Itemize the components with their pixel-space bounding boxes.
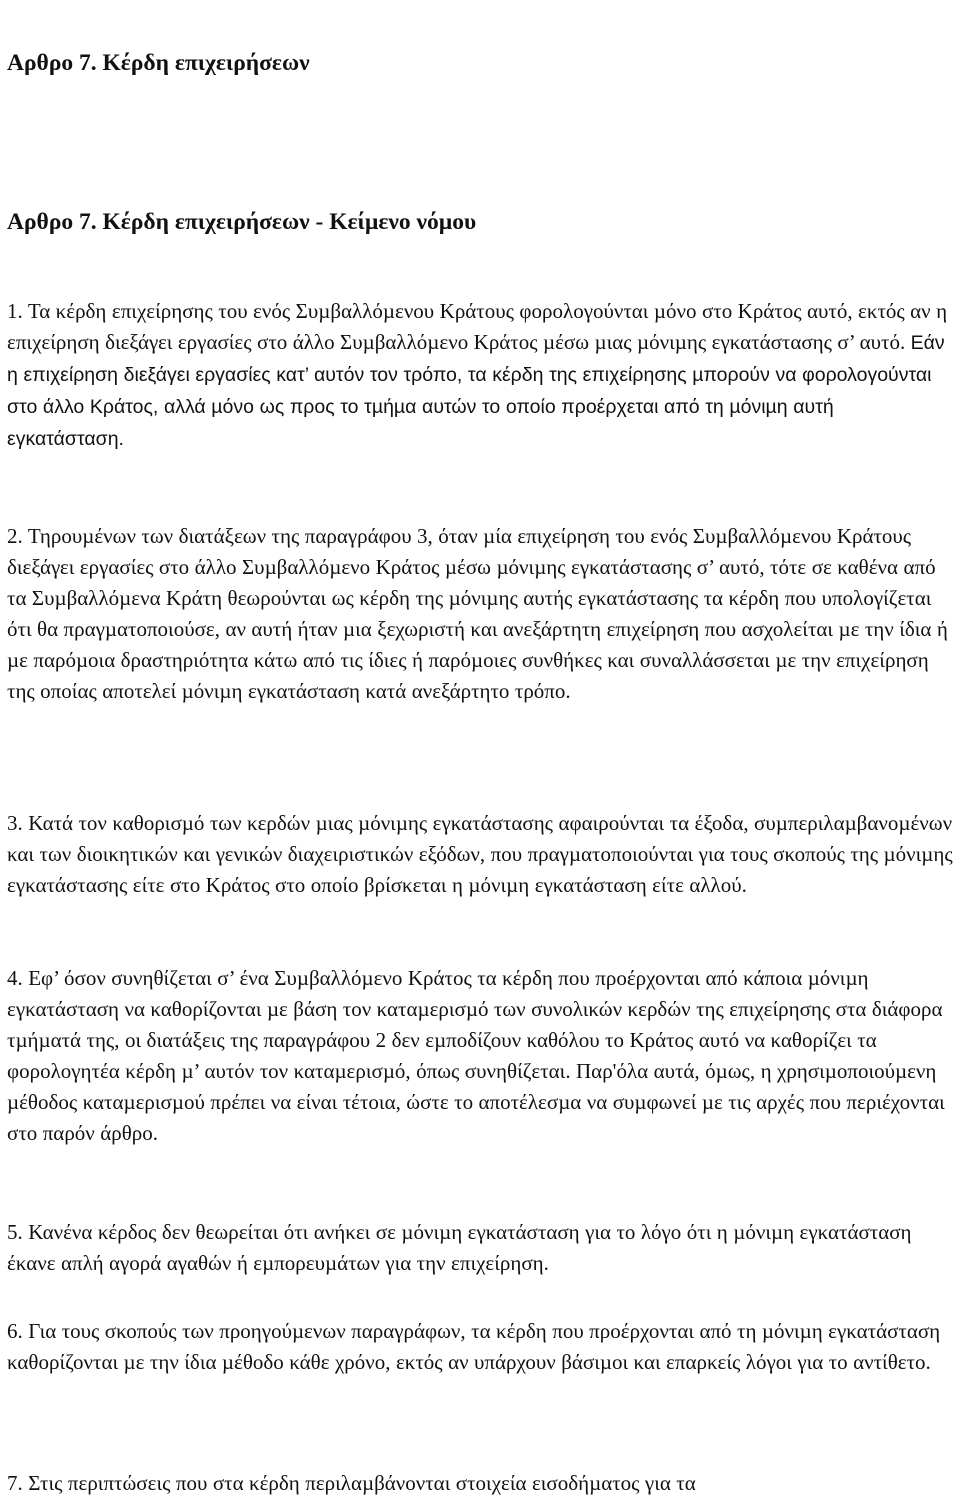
document-title: Αρθρο 7. Κέρδη επιχειρήσεων <box>7 50 310 76</box>
paragraph-1-text-serif: Τα κέρδη επιχείρησης του ενός Συµβαλλόµενου Κράτους φορολογούνται µόνο στο Κράτος αυτό, εκτός αν η επιχείρηση διεξάγει εργασίες στο άλλο Συµβαλλόµενο Κράτος µέσω µιας µόνιµης εγκατάστασης σ’ αυτό. <box>7 299 948 354</box>
paragraph-5: 5. Κανένα κέρδος δεν θεωρείται ότι ανήκει σε µόνιµη εγκατάσταση για το λόγο ότι η µόνιµη εγκατάσταση έκανε απλή αγορά αγαθών ή εµπορευµάτων για την επιχείρηση. <box>7 1220 912 1275</box>
paragraph-2: 2. Τηρουµένων των διατάξεων της παραγράφου 3, όταν µία επιχείρηση του ενός Συµβαλλόµενου Κράτους διεξάγει εργασίες στο άλλο Συµβαλλόµενο Κράτος µέσω µόνιµης εγκατάστασης σ’ αυτό, τότε σε καθένα από τα Συµβαλλόµενα Κράτη θεωρούνται ως κέρδη της µόνιµης αυτής εγκατάστασης τα κέρδη που υπολογίζεται ότι θα πραγµατοποιούσε, αν αυτή ήταν µια ξεχωριστή και ανεξάρτητη επιχείρηση που ασχολείται µε την ίδια ή µε παρόµοια δραστηριότητα κάτω από τις ίδιες ή παρόµοιες συνθήκες και συναλλάσσεται µε την επιχείρηση της οποίας αποτελεί µόνιµη εγκατάσταση κατά ανεξάρτητο τρόπο. <box>7 524 948 703</box>
paragraph-1-text-sans: Εάν η επιχείρηση διεξάγει εργασίες κατ’ αυτόν τον τρόπο, τα κέρδη της επιχείρησης µπορούν να φορολογούνται στο άλλο Κράτος, αλλά µόνο ως προς το τµήµα αυτών το οποίο προέρχεται από τη µόνιµη αυτή εγκατάσταση. <box>7 332 945 450</box>
paragraph-1-number: 1. <box>7 299 23 323</box>
paragraph-7: 7. Στις περιπτώσεις που στα κέρδη περιλαµβάνονται στοιχεία εισοδήµατος για τα <box>7 1471 696 1495</box>
paragraph-4: 4. Εφ’ όσον συνηθίζεται σ’ ένα Συµβαλλόµενο Κράτος τα κέρδη που προέρχονται από κάποια µόνιµη εγκατάσταση να καθορίζονται µε βάση τον καταµερισµό των συνολικών κερδών της επιχείρησης στα διάφορα τµήµατά της, οι διατάξεις της παραγράφου 2 δεν εµποδίζουν καθόλου το Κράτος αυτό να καθορίζει τα φορολογητέα κέρδη µ’ αυτόν τον καταµερισµό, όπως συνηθίζεται. Παρ'όλα αυτά, όµως, η χρησιµοποιούµενη µέθοδος καταµερισµού πρέπει να είναι τέτοια, ώστε το αποτέλεσµα να συµφωνεί µε τις αρχές που περιέχονται στο παρόν άρθρο. <box>7 966 945 1145</box>
paragraph-6: 6. Για τους σκοπούς των προηγούµενων παραγράφων, τα κέρδη που προέρχονται από τη µόνιµη εγκατάσταση καθορίζονται µε την ίδια µέθοδο κάθε χρόνο, εκτός αν υπάρχουν βάσιµοι και επαρκείς λόγοι για το αντίθετο. <box>7 1319 941 1374</box>
paragraph-3: 3. Κατά τον καθορισµό των κερδών µιας µόνιµης εγκατάστασης αφαιρούνται τα έξοδα, συµπεριλαµβανοµένων και των διοικητικών και γενικών διαχειριστικών εξόδων, που πραγµατοποιούνται για τους σκοπούς της µόνιµης εγκατάστασης είτε στο Κράτος στο οποίο βρίσκεται η µόνιµη εγκατάσταση είτε αλλού. <box>7 811 953 897</box>
document-subtitle: Αρθρο 7. Κέρδη επιχειρήσεων - Κείµενο νόµου <box>7 209 477 235</box>
document-page <box>7 0 955 1500</box>
paragraph-1 <box>7 296 955 455</box>
